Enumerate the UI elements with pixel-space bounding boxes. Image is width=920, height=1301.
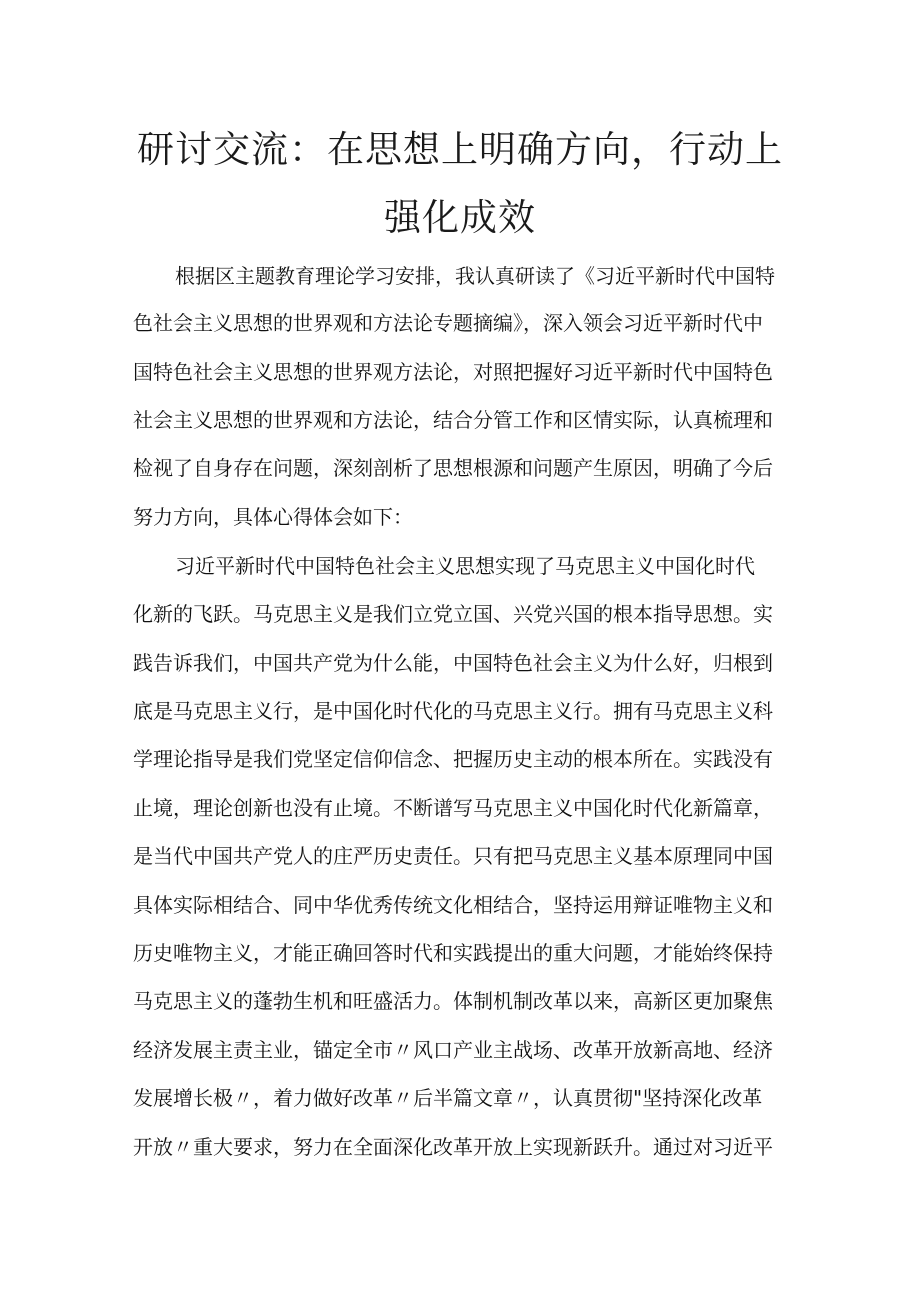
paragraph-1-line-6: 努力方向，具体心得体会如下： bbox=[133, 505, 413, 529]
document-title-line-2: 强化成效 bbox=[384, 196, 536, 239]
document-title-line-1: 研讨交流：在思想上明确方向，行动上 bbox=[137, 128, 783, 171]
paragraph-2-line-7: 是当代中国共产党人的庄严历史责任。只有把马克思主义基本原理同中国 bbox=[133, 844, 773, 868]
paragraph-2-line-11: 经济发展主责主业，锚定全市〃风口产业主战场、改革开放新高地、经济 bbox=[133, 1038, 773, 1062]
paragraph-2-line-10: 马克思主义的蓬勃生机和旺盛活力。体制机制改革以来，高新区更加聚焦 bbox=[133, 989, 773, 1013]
paragraph-2-line-4: 底是马克思主义行，是中国化时代化的马克思主义行。拥有马克思主义科 bbox=[133, 699, 773, 723]
paragraph-1-line-2: 色社会主义思想的世界观和方法论专题摘编》，深入领会习近平新时代中 bbox=[133, 311, 763, 335]
paragraph-2-line-3: 践告诉我们，中国共产党为什么能，中国特色社会主义为什么好，归根到 bbox=[133, 651, 773, 675]
paragraph-1-line-4: 社会主义思想的世界观和方法论，结合分管工作和区情实际，认真梳理和 bbox=[133, 408, 773, 432]
paragraph-1-line-5: 检视了自身存在问题，深刻剖析了思想根源和问题产生原因，明确了今后 bbox=[133, 456, 773, 480]
paragraph-2-line-9: 历史唯物主义，才能正确回答时代和实践提出的重大问题，才能始终保持 bbox=[133, 941, 773, 965]
paragraph-2-line-5: 学理论指导是我们党坚定信仰信念、把握历史主动的根本所在。实践没有 bbox=[133, 747, 773, 771]
paragraph-2-line-12: 发展增长极〃，着力做好改革〃后半篇文章〃，认真贯彻"坚持深化改革 bbox=[133, 1086, 763, 1110]
paragraph-2-line-2: 化新的飞跃。马克思主义是我们立党立国、兴党兴国的根本指导思想。实 bbox=[133, 602, 773, 626]
paragraph-1-line-3: 国特色社会主义思想的世界观方法论，对照把握好习近平新时代中国特色 bbox=[133, 360, 773, 384]
paragraph-2-line-6: 止境，理论创新也没有止境。不断谱写马克思主义中国化时代化新篇章， bbox=[133, 796, 773, 820]
paragraph-1-line-1: 根据区主题教育理论学习安排，我认真研读了《习近平新时代中国特 bbox=[175, 264, 775, 288]
paragraph-2-line-1: 习近平新时代中国特色社会主义思想实现了马克思主义中国化时代 bbox=[175, 554, 755, 578]
paragraph-2-line-8: 具体实际相结合、同中华优秀传统文化相结合，坚持运用辩证唯物主义和 bbox=[133, 893, 773, 917]
paragraph-2-line-13: 开放〃重大要求，努力在全面深化改革开放上实现新跃升。通过对习近平 bbox=[133, 1135, 773, 1159]
